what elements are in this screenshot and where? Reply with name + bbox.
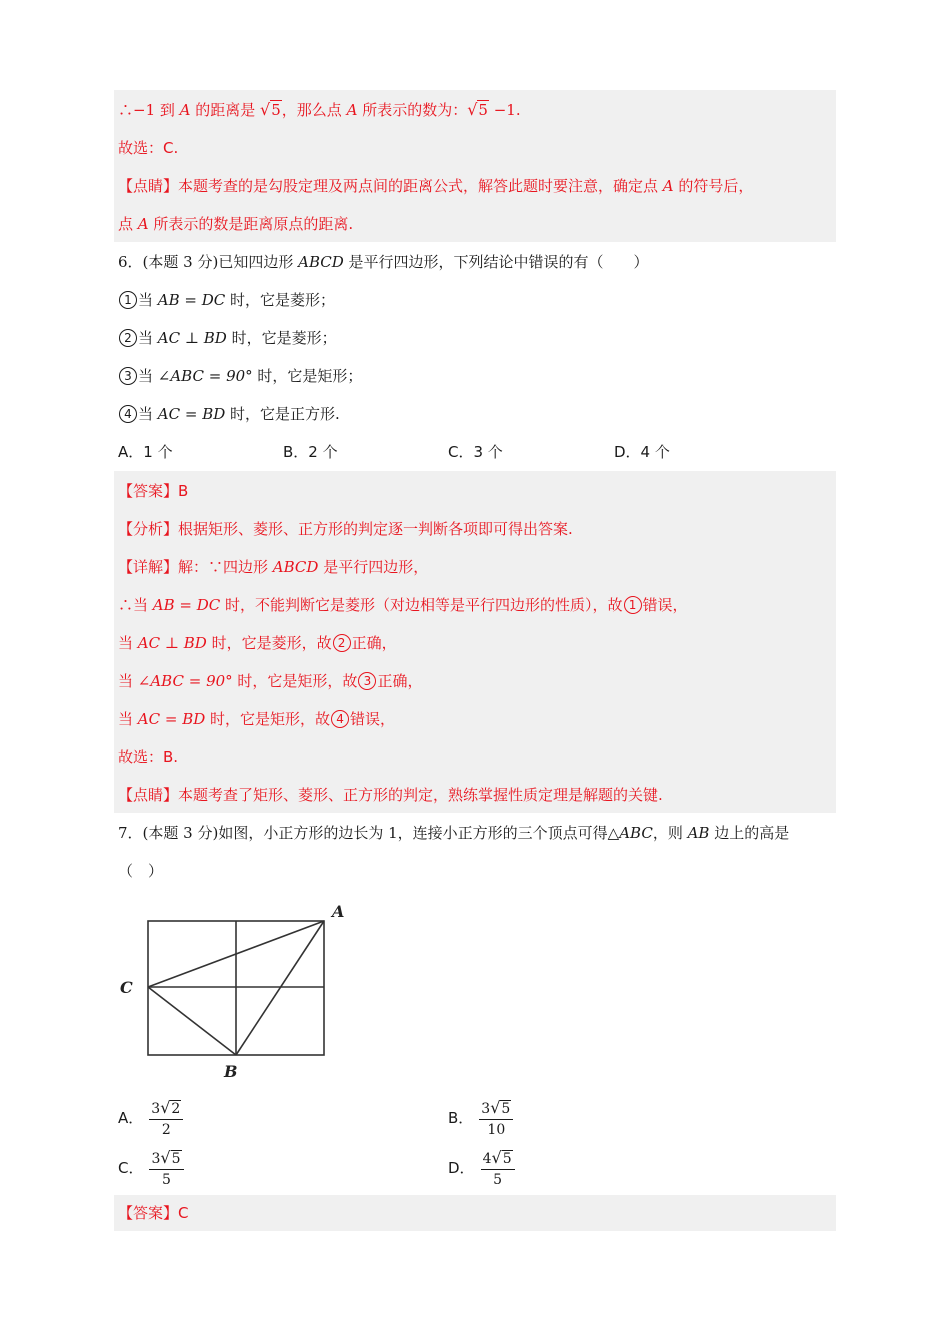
text: 的符号后，	[673, 177, 754, 195]
circled-number: 3	[119, 367, 137, 385]
math: AB = DC	[157, 291, 226, 309]
denominator: 2	[161, 1122, 171, 1138]
text: 当	[138, 405, 158, 423]
q7-answer-block	[114, 1195, 836, 1231]
text: 当	[138, 329, 158, 347]
text: 所表示的数为：	[357, 101, 468, 119]
text: 错误，	[642, 596, 688, 614]
text: 时，它是正方形.	[225, 405, 340, 423]
var-a: A	[662, 177, 674, 195]
text: 点	[118, 215, 138, 233]
text: 正确，	[351, 634, 397, 652]
var-abcd: ABCD	[298, 253, 344, 271]
q6-statement-1	[118, 289, 335, 311]
text: 正确，	[377, 672, 423, 690]
radicand: 2	[171, 1101, 181, 1117]
circled-number: 2	[119, 329, 137, 347]
circled-number: 1	[119, 291, 137, 309]
q7-paren: （ ）	[118, 862, 164, 880]
q6-stem	[118, 251, 649, 273]
text: 是平行四边形，	[318, 558, 429, 576]
text: 当	[118, 672, 138, 690]
text: ，那么点	[281, 101, 347, 119]
text: −1.	[488, 101, 521, 119]
tag: 【点睛】	[118, 177, 179, 195]
text: 【详解】解：∵四边形	[118, 558, 273, 576]
text: 时，它是矩形；	[252, 367, 363, 385]
q5-distance-line	[118, 99, 521, 121]
text: 7．(本题 3 分)如图，小正方形的边长为 1，连接小正方形的三个顶点可得	[118, 824, 608, 842]
var-a: A	[137, 215, 149, 233]
text: ∴当	[118, 596, 153, 614]
circled-number: 4	[119, 405, 137, 423]
q7-option-a[interactable]	[118, 1098, 183, 1140]
text: 的距离是	[190, 101, 261, 119]
math: AB	[687, 824, 710, 842]
q5-dianjing-line2	[118, 213, 353, 235]
q6-statement-2	[118, 327, 337, 349]
math: AC ⊥ BD	[137, 634, 207, 652]
q6-detail-intro	[118, 556, 428, 578]
radicand: 5	[478, 101, 488, 119]
option-label: C．	[118, 1159, 144, 1177]
denominator: 5	[162, 1172, 171, 1188]
q6-option-c[interactable]: C．3 个	[448, 443, 503, 461]
q6-option-a[interactable]: A．1 个	[118, 443, 173, 461]
q6-statement-3	[118, 365, 362, 387]
q7-stem	[118, 822, 789, 844]
option-label: D．	[448, 1159, 475, 1177]
fraction: $\frac{4√5}{5}$	[481, 1148, 515, 1190]
denominator: 5	[493, 1172, 503, 1188]
math: △ABC	[607, 824, 653, 842]
text: 边上的高是	[709, 824, 790, 842]
text: 时，不能判断它是菱形（对边相等是平行四边形的性质），故	[220, 596, 623, 614]
circled-number: 3	[358, 672, 376, 690]
q7-grid-figure	[110, 895, 360, 1085]
q6-detail-3	[118, 670, 422, 692]
vertex-label-a: A	[332, 902, 345, 921]
denominator: 10	[487, 1122, 506, 1138]
q6-detail-1	[118, 594, 688, 616]
fraction: $\frac{3√5}{10}$	[479, 1098, 513, 1140]
var-abcd: ABCD	[272, 558, 319, 576]
text: 当	[118, 710, 138, 728]
text: 6．(本题 3 分)已知四边形	[118, 253, 299, 271]
option-label: A．	[118, 1109, 144, 1127]
text: 当	[138, 291, 158, 309]
text: 时，它是菱形；	[225, 291, 336, 309]
coef: 3	[151, 1101, 161, 1117]
q6-detail-4	[118, 708, 395, 730]
q7-answer: 【答案】C	[118, 1204, 189, 1222]
text: 时，它是菱形，故	[206, 634, 332, 652]
q7-option-b[interactable]	[448, 1098, 513, 1140]
text: 错误，	[350, 710, 396, 728]
coef: 4	[482, 1151, 492, 1167]
coef: 3	[481, 1101, 491, 1117]
radicand: 5	[502, 1151, 512, 1167]
vertex-label-b: B	[224, 1062, 238, 1081]
q6-dianjing: 【点睛】本题考查了矩形、菱形、正方形的判定，熟练掌握性质定理是解题的关键.	[118, 786, 663, 804]
text: 时，它是矩形，故	[205, 710, 331, 728]
text: 所表示的数是距离原点的距离.	[148, 215, 354, 233]
q6-statement-4	[118, 403, 340, 425]
text: 当	[138, 367, 158, 385]
fraction: $\frac{3√2}{2}$	[149, 1098, 183, 1140]
text: 是平行四边形，下列结论中错误的有（ ）	[343, 253, 649, 271]
q6-answer: 【答案】B	[118, 482, 189, 500]
math: AC = BD	[137, 710, 206, 728]
radicand: 5	[171, 1151, 181, 1167]
var-a: A	[179, 101, 191, 119]
sqrt-expr: √5	[260, 100, 281, 119]
math: AC = BD	[157, 405, 226, 423]
sqrt-expr: √5	[467, 100, 488, 119]
math: AB = DC	[152, 596, 221, 614]
text: 本题考查的是勾股定理及两点间的距离公式，解答此题时要注意，确定点	[178, 177, 663, 195]
segment-cb	[148, 987, 236, 1055]
text: 时，它是矩形，故	[232, 672, 358, 690]
q7-option-c[interactable]	[118, 1148, 184, 1190]
math: ∠ABC = 90°	[137, 672, 233, 690]
radicand: 5	[271, 101, 281, 119]
q6-detail-2	[118, 632, 397, 654]
segment-ab	[236, 921, 324, 1055]
q7-option-d[interactable]	[448, 1148, 515, 1190]
q6-choice: 故选：B.	[118, 748, 179, 766]
math: ∠ABC = 90°	[157, 367, 253, 385]
text: ∴−1 到	[118, 101, 180, 119]
math: AC ⊥ BD	[157, 329, 227, 347]
q5-dianjing-line1	[118, 175, 753, 197]
q6-analysis: 【分析】根据矩形、菱形、正方形的判定逐一判断各项即可得出答案.	[118, 520, 573, 538]
circled-number: 1	[624, 596, 642, 614]
text: 时，它是菱形；	[226, 329, 337, 347]
q6-option-b[interactable]: B．2 个	[283, 443, 338, 461]
q5-choice: 故选：C.	[118, 139, 179, 157]
text: 当	[118, 634, 138, 652]
vertex-label-c: C	[120, 978, 133, 997]
fraction: $\frac{3√5}{5}$	[149, 1148, 183, 1190]
option-label: B．	[448, 1109, 474, 1127]
q6-option-d[interactable]: D．4 个	[614, 443, 670, 461]
coef: 3	[151, 1151, 161, 1167]
text: ，则	[652, 824, 688, 842]
var-a: A	[346, 101, 358, 119]
circled-number: 2	[333, 634, 351, 652]
circled-number: 4	[331, 710, 349, 728]
radicand: 5	[501, 1101, 511, 1117]
